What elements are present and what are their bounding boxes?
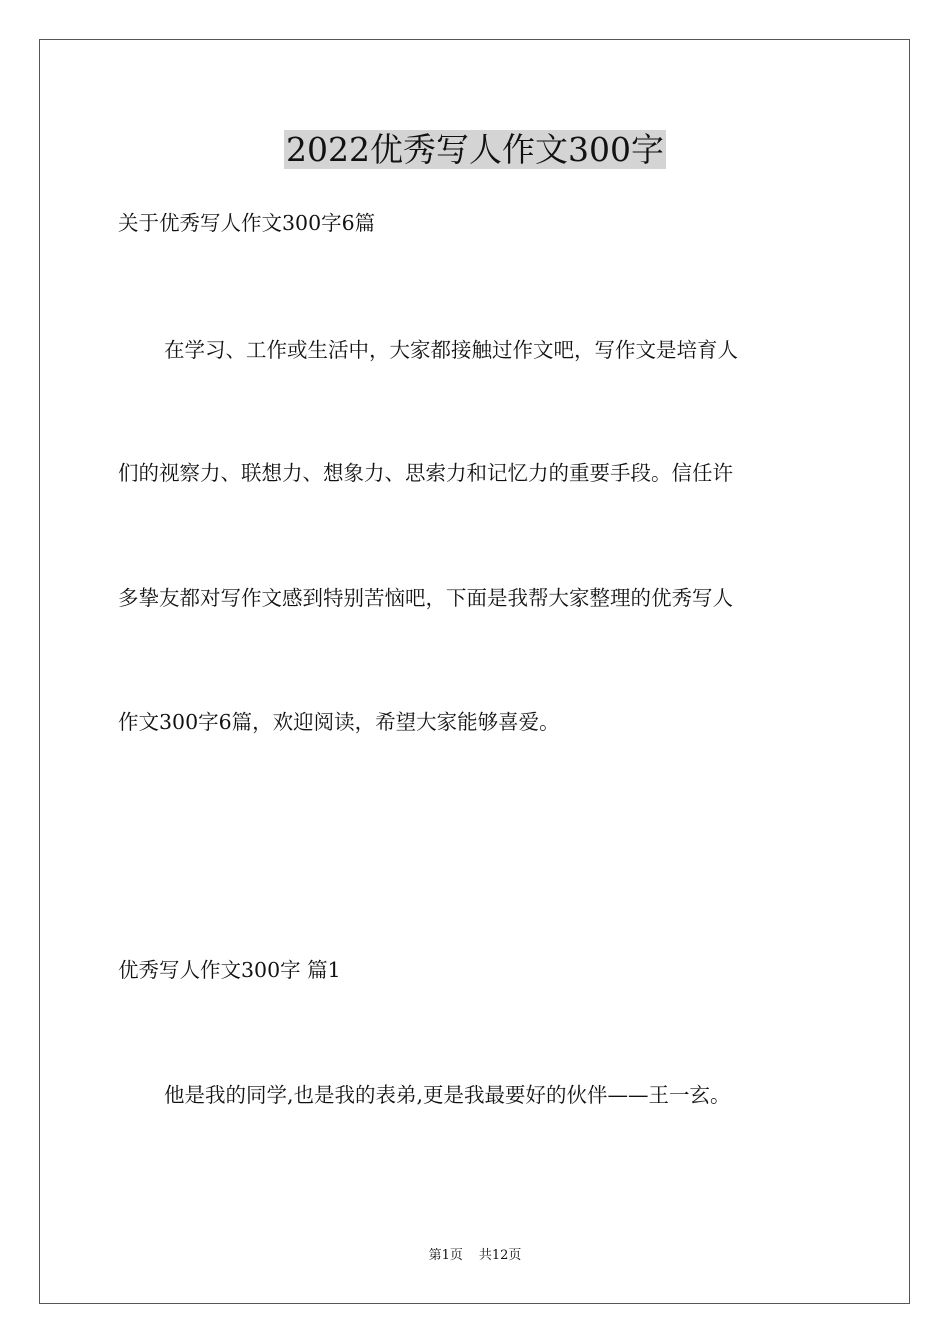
page-total-label: 共12页: [478, 1248, 522, 1263]
section-first-line: 他是我的同学,也是我的表弟,更是我最要好的伙伴——王一玄。: [164, 1083, 731, 1107]
intro-line-4: 作文300字6篇，欢迎阅读，希望大家能够喜爱。: [118, 710, 560, 734]
intro-line-1: 在学习、工作或生活中，大家都接触过作文吧，写作文是培育人: [164, 338, 738, 362]
section-heading: 优秀写人作文300字 篇1: [118, 958, 341, 982]
page-number-label: 第1页: [428, 1248, 463, 1263]
intro-line-3: 多挚友都对写作文感到特别苦恼吧，下面是我帮大家整理的优秀写人: [118, 586, 733, 610]
document-title: [0, 128, 950, 172]
intro-line-2: 们的视察力、联想力、想象力、思索力和记忆力的重要手段。信任许: [118, 461, 733, 485]
document-title-text: 2022优秀写人作文300字: [286, 130, 664, 169]
document-subtitle: 关于优秀写人作文300字6篇: [118, 211, 376, 235]
page-footer: [0, 1247, 950, 1265]
